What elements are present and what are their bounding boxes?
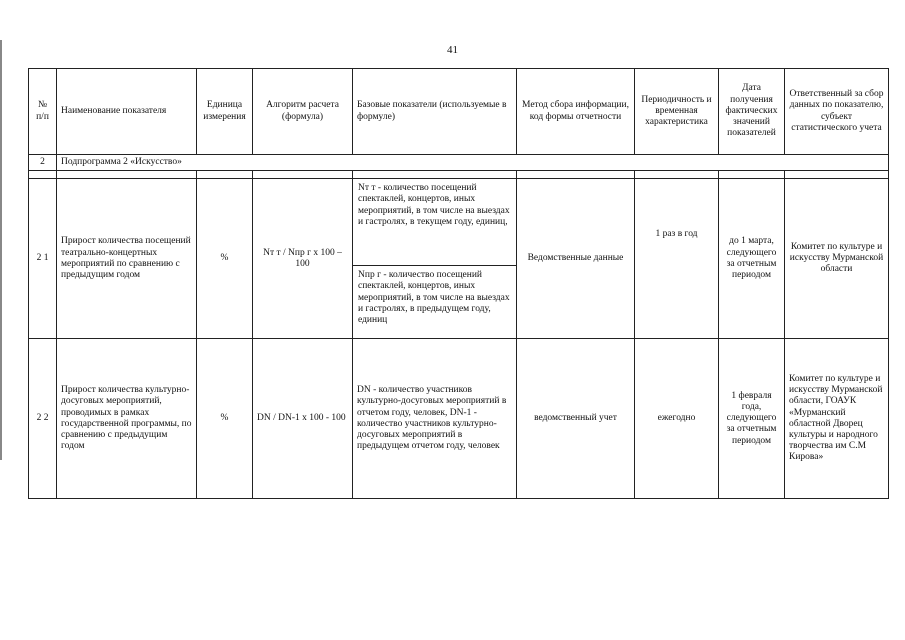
row-method: ведомственный учет [517,339,635,499]
header-num: № п/п [29,69,57,155]
subprogram-num: 2 [29,155,57,171]
row-name: Прирост количества культурно-досуговых мероприятий, проводимых в рамках государственной программы, по сравнению с предыдущим годом [57,339,197,499]
header-algorithm: Алгоритм расчета (формула) [253,69,353,155]
base-previous: Nпр г - количество посещений спектаклей, концертов, иных мероприятий, в том числе на выездах и гастролях, в предыдущем году, единиц [358,270,510,326]
row-algorithm: DN / DN-1 x 100 - 100 [253,339,353,499]
header-method: Метод сбора информации, код формы отчетности [517,69,635,155]
row-date: 1 февраля года, следующего за отчетным периодом [719,339,785,499]
spacer-row [29,171,889,179]
row-unit: % [197,339,253,499]
row-responsible: Комитет по культуре и искусству Мурманской области [785,179,889,339]
subprogram-row [29,155,889,171]
page-number: 41 [447,44,458,56]
header-responsible: Ответственный за сбор данных по показателю, субъект статистического учета [785,69,889,155]
row-period: ежегодно [635,339,719,499]
row-num: 2 1 [29,179,57,339]
table-row [29,179,889,339]
row-date: до 1 марта, следующего за отчетным периодом [719,179,785,339]
header-period: Периодичность и временная характеристика [635,69,719,155]
row-base [353,179,517,339]
header-name: Наименование показателя [57,69,197,155]
row-algorithm: Nт т / Nпр г x 100 – 100 [253,179,353,339]
row-responsible: Комитет по культуре и искусству Мурманской области, ГОАУК «Мурманский областной Дворец культуры и народного творчества им С.М Кирова» [785,339,889,499]
indicators-table [28,68,889,499]
base-current: Nт т - количество посещений спектаклей, концертов, иных мероприятий, в том числе на выездах и гастролях, в текущем году, единиц, [353,179,516,266]
header-unit: Единица измерения [197,69,253,155]
table-row [29,339,889,499]
page-edge-shadow [0,40,2,460]
row-period: 1 раз в год [635,179,719,339]
row-method: Ведомственные данные [517,179,635,339]
table-header-row [29,69,889,155]
header-base: Базовые показатели (используемые в формуле) [353,69,517,155]
header-date: Дата получения фактических значений показателей [719,69,785,155]
row-num: 2 2 [29,339,57,499]
subprogram-title: Подпрограмма 2 «Искусство» [57,155,889,171]
row-unit: % [197,179,253,339]
row-name: Прирост количества посещений театрально-концертных мероприятий по сравнению с предыдущим годом [57,179,197,339]
row-base: DN - количество участников культурно-досуговых мероприятий в отчетом году, человек, DN-1 - количество участников культурно-досуговых мероприятий в предыдущем отчетом году, человек [353,339,517,499]
